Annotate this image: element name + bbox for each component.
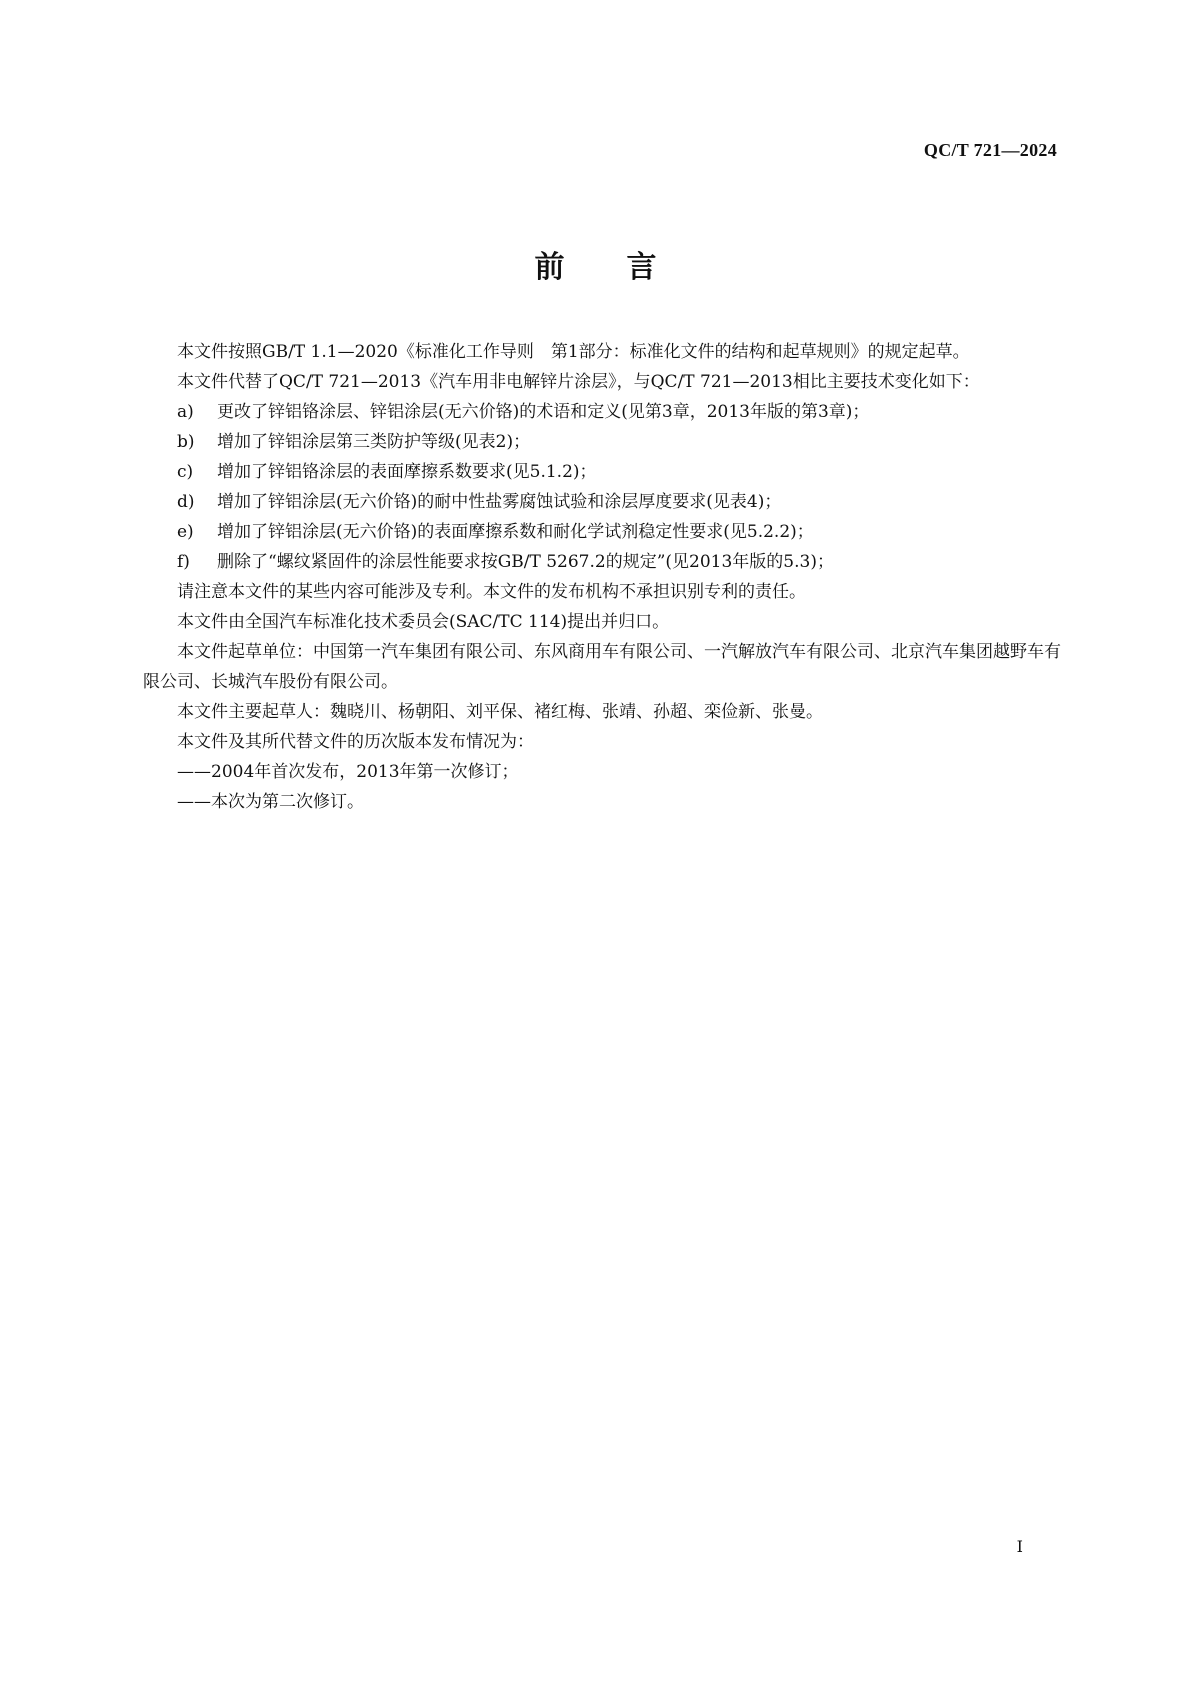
change-text: 删除了“螺纹紧固件的涂层性能要求按GB/T 5267.2的规定”(见2013年版的5.3)； — [217, 552, 834, 572]
version-history-intro: 本文件及其所代替文件的历次版本发布情况为： — [177, 732, 534, 752]
foreword-body — [143, 337, 1065, 817]
change-item — [143, 517, 1065, 547]
list-marker: c) — [177, 462, 194, 482]
change-text: 更改了锌铝铬涂层、锌铝涂层(无六价铬)的术语和定义(见第3章，2013年版的第3章)； — [217, 402, 870, 422]
list-marker: f) — [177, 552, 190, 572]
standard-number: QC/T 721—2024 — [923, 140, 1057, 160]
change-text: 增加了锌铝铬涂层的表面摩擦系数要求(见5.1.2)； — [217, 462, 597, 482]
drafters: 本文件主要起草人：魏晓川、杨朝阳、刘平保、褚红梅、张靖、孙超、栾俭新、张曼。 — [177, 702, 823, 722]
intro-paragraph: 本文件按照GB/T 1.1—2020《标准化工作导则 第1部分：标准化文件的结构和起草规则》的规定起草。 — [177, 342, 970, 362]
list-marker: a) — [177, 402, 194, 422]
drafting-organizations: 本文件起草单位：中国第一汽车集团有限公司、东风商用车有限公司、一汽解放汽车有限公司、北京汽车集团越野车有限公司、长城汽车股份有限公司。 — [143, 642, 1061, 692]
change-item — [143, 547, 1065, 577]
list-marker: e) — [177, 522, 194, 542]
change-item — [143, 427, 1065, 457]
title-char-1: 前 — [534, 250, 565, 285]
patent-notice: 请注意本文件的某些内容可能涉及专利。本文件的发布机构不承担识别专利的责任。 — [177, 582, 806, 602]
title-char-2: 言 — [626, 250, 657, 285]
change-item — [143, 487, 1065, 517]
change-text: 增加了锌铝涂层(无六价铬)的耐中性盐雾腐蚀试验和涂层厚度要求(见表4)； — [217, 492, 782, 512]
intro-paragraph: 本文件代替了QC/T 721—2013《汽车用非电解锌片涂层》，与QC/T 721—2013相比主要技术变化如下： — [177, 372, 980, 392]
version-history-item: ——2004年首次发布，2013年第一次修订； — [177, 762, 519, 782]
change-item — [143, 457, 1065, 487]
proposer-statement: 本文件由全国汽车标准化技术委员会(SAC/TC 114)提出并归口。 — [177, 612, 670, 632]
page-number: I — [1016, 1537, 1023, 1556]
change-item — [143, 397, 1065, 427]
page-title — [0, 242, 1191, 286]
list-marker: b) — [177, 432, 195, 452]
change-text: 增加了锌铝涂层(无六价铬)的表面摩擦系数和耐化学试剂稳定性要求(见5.2.2)； — [217, 522, 814, 542]
list-marker: d) — [177, 492, 195, 512]
change-text: 增加了锌铝涂层第三类防护等级(见表2)； — [217, 432, 531, 452]
version-history-item: ——本次为第二次修订。 — [177, 792, 364, 812]
